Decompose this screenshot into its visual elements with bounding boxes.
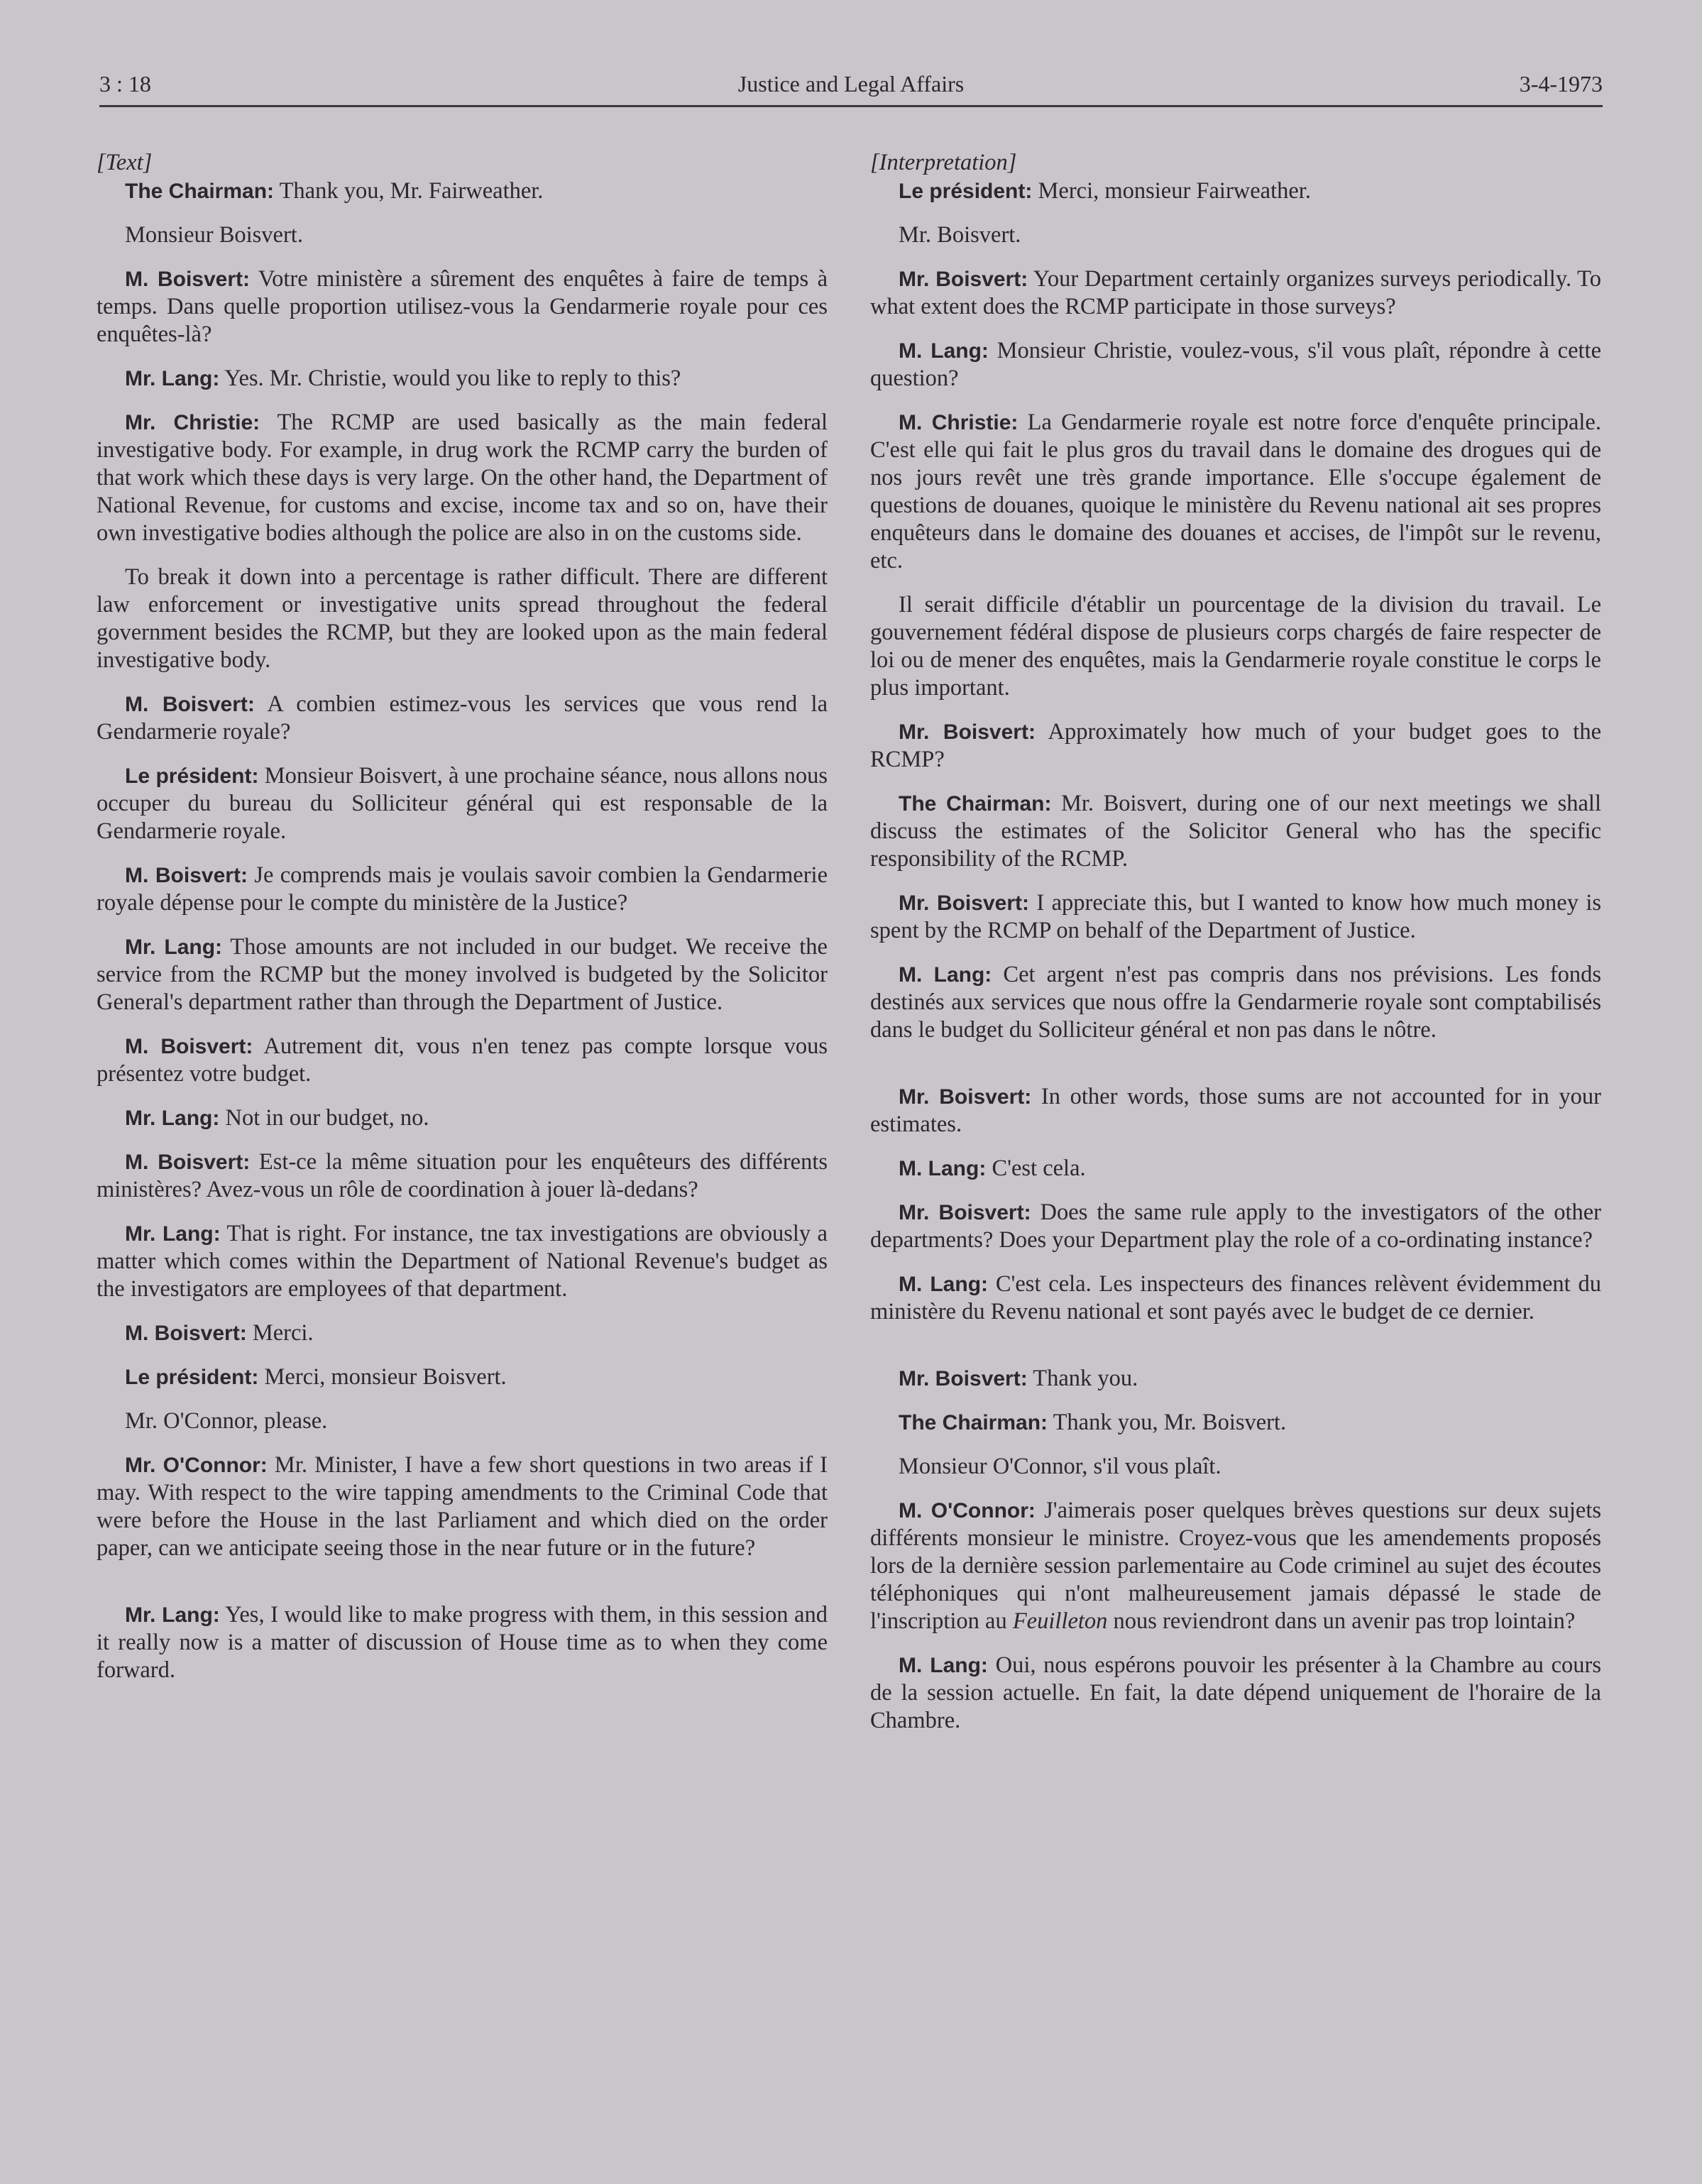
- transcript-paragraph: M. Lang: Oui, nous espérons pouvoir les présenter à la Chambre au cours de la session actuelle. En fait, la date dépend uniquement de l'horaire de la Chambre.: [870, 1652, 1601, 1733]
- sitting-date: 3-4-1973: [1519, 71, 1603, 97]
- transcript-paragraph: Mr. Lang: Yes, I would like to make progress with them, in this session and it really now is a matter of discussion of House time as to when they come forward.: [97, 1602, 828, 1683]
- speaker-name: M. Lang:: [899, 1273, 989, 1296]
- speaker-name: M. Lang:: [899, 1654, 988, 1677]
- transcript-paragraph: Mr. Boisvert: Thank you.: [899, 1366, 1138, 1391]
- transcript-paragraph: Mr. Lang: Not in our budget, no.: [125, 1105, 429, 1131]
- transcript-paragraph: Mr. Boisvert: Your Department certainly organizes surveys periodically. To what extent does the RCMP participate in those surveys?: [870, 266, 1601, 319]
- left-column: [97, 149, 828, 1701]
- transcript-paragraph: M. Boisvert: Votre ministère a sûrement des enquêtes à faire de temps à temps. Dans quelle proportion utilisez-vous la Gendarmerie royale pour ces enquêtes-là?: [97, 266, 828, 347]
- transcript-paragraph: The Chairman: Mr. Boisvert, during one of our next meetings we shall discuss the estimates of the Solicitor General who has the specific responsibility of the RCMP.: [870, 791, 1601, 872]
- speaker-name: M. Lang:: [899, 963, 992, 987]
- transcript-paragraph: M. Boisvert: Merci.: [125, 1320, 314, 1346]
- speaker-name: Mr. Christie:: [125, 411, 260, 434]
- text-label: [Text]: [97, 150, 153, 175]
- transcript-paragraph: Mr. O'Connor: Mr. Minister, I have a few short questions in two areas if I may. With respect to the wire tapping amendments to the Criminal Code that were before the House in the last Parliament and which died on the order paper, can we anticipate seeing those in the near future or in the future?: [97, 1452, 828, 1561]
- speaker-name: M. Lang:: [899, 1157, 987, 1180]
- paragraph-spacer: [870, 1060, 1601, 1083]
- speaker-name: Le président:: [899, 180, 1033, 203]
- running-title: Justice and Legal Affairs: [737, 71, 965, 97]
- transcript-paragraph: Monsieur Boisvert.: [125, 222, 303, 248]
- paragraph-spacer: [870, 1342, 1601, 1365]
- transcript-paragraph: Mr. Boisvert: I appreciate this, but I wanted to know how much money is spent by the RCMP on behalf of the Department of Justice.: [870, 890, 1602, 943]
- speaker-name: Mr. Lang:: [125, 367, 220, 390]
- transcript-paragraph: To break it down into a percentage is rather difficult. There are different law enforcement or investigative units spread throughout the federal government besides the RCMP, but they are looked upon as the main federal investigative body.: [97, 564, 828, 673]
- page-number: 3 : 18: [99, 71, 151, 97]
- transcript-paragraph: The Chairman: Thank you, Mr. Boisvert.: [899, 1410, 1287, 1435]
- speaker-name: Le président:: [125, 1366, 259, 1389]
- speaker-name: Mr. Lang:: [125, 1222, 221, 1246]
- speaker-name: Mr. Boisvert:: [899, 268, 1028, 291]
- speaker-name: M. Boisvert:: [125, 1322, 247, 1345]
- speaker-name: M. Boisvert:: [125, 1151, 251, 1174]
- transcript-paragraph: M. Boisvert: Est-ce la même situation pour les enquêteurs des différents ministères? Avez-vous un rôle de coordination à jouer là-dedans?: [97, 1149, 828, 1202]
- transcript-paragraph: M. Lang: Monsieur Christie, voulez-vous, s'il vous plaît, répondre à cette question?: [870, 338, 1601, 391]
- speaker-name: M. Boisvert:: [125, 693, 255, 716]
- transcript-paragraph: Mr. Boisvert.: [899, 222, 1021, 248]
- speaker-name: The Chairman:: [899, 1411, 1048, 1434]
- page-header: [99, 71, 1603, 107]
- speaker-name: Mr. Lang:: [125, 935, 223, 959]
- transcript-paragraph: Le président: Merci, monsieur Fairweather.: [899, 178, 1311, 204]
- transcript-paragraph: M. Boisvert: A combien estimez-vous les services que vous rend la Gendarmerie royale?: [97, 691, 828, 745]
- transcript-paragraph: M. O'Connor: J'aimerais poser quelques brèves questions sur deux sujets différents monsieur le ministre. Croyez-vous que les amendements proposés lors de la dernière session parlementaire au Code criminel au sujet des écoutes téléphoniques qui n'ont malheureusement jamais dépassé le stade de l'inscription au Feuilleton nous reviendront dans un avenir pas trop lointain?: [870, 1498, 1601, 1634]
- speaker-name: Le président:: [125, 764, 259, 788]
- transcript-paragraph: M. Boisvert: Autrement dit, vous n'en tenez pas compte lorsque vous présentez votre budget.: [97, 1033, 828, 1087]
- transcript-paragraph: The Chairman: Thank you, Mr. Fairweather.: [125, 178, 544, 204]
- speaker-name: M. Lang:: [899, 339, 989, 363]
- speaker-name: Mr. Boisvert:: [899, 891, 1029, 915]
- speaker-name: The Chairman:: [125, 180, 275, 203]
- transcript-paragraph: M. Lang: C'est cela.: [899, 1156, 1086, 1181]
- speaker-name: Mr. Lang:: [125, 1107, 220, 1130]
- transcript-paragraph: Mr. Boisvert: Approximately how much of your budget goes to the RCMP?: [870, 719, 1601, 772]
- transcript-paragraph: Mr. O'Connor, please.: [125, 1408, 328, 1434]
- speaker-name: M. O'Connor:: [899, 1499, 1036, 1522]
- transcript-paragraph: Le président: Merci, monsieur Boisvert.: [125, 1364, 507, 1390]
- transcript-paragraph: Mr. Christie: The RCMP are used basically as the main federal investigative body. For example, in drug work the RCMP carry the burden of that work which these days is very large. On the other hand, the Department of National Revenue, for customs and excise, income tax and so on, have their own investigative bodies although the police are also in on the customs side.: [97, 410, 828, 546]
- speaker-name: Mr. Lang:: [125, 1603, 220, 1627]
- transcript-paragraph: Il serait difficile d'établir un pourcentage de la division du travail. Le gouvernement fédéral dispose de plusieurs corps chargés de faire respecter de loi ou de mener des enquêtes, mais la Gendarmerie royale constitue le corps le plus important.: [870, 592, 1601, 701]
- transcript-paragraph: Le président: Monsieur Boisvert, à une prochaine séance, nous allons nous occuper du bureau du Solliciteur général qui est responsable de la Gendarmerie royale.: [97, 763, 828, 844]
- speaker-name: Mr. Boisvert:: [899, 1367, 1028, 1390]
- transcript-paragraph: Mr. Boisvert: In other words, those sums are not accounted for in your estimates.: [870, 1084, 1601, 1137]
- speaker-name: Mr. Boisvert:: [899, 720, 1036, 744]
- transcript-paragraph: M. Christie: La Gendarmerie royale est notre force d'enquête principale. C'est elle qui fait le plus gros du travail dans le domaine des drogues qui de nos jours revêt une très grande importance. Elle s'occupe également de questions de douanes, quoique le ministère du Revenu national ait ses propres enquêteurs dans le domaine des douanes et accises, de l'impôt sur le revenu, etc.: [870, 410, 1601, 574]
- speaker-name: M. Christie:: [899, 411, 1019, 434]
- speaker-name: The Chairman:: [899, 792, 1052, 816]
- transcript-paragraph: Mr. Boisvert: Does the same rule apply to the investigators of the other departments? Does your Department play the role of a co-ordinating instance?: [870, 1200, 1601, 1253]
- paragraph-spacer: [97, 1579, 828, 1601]
- transcript-paragraph: Monsieur O'Connor, s'il vous plaît.: [899, 1454, 1221, 1479]
- interpretation-label: [Interpretation]: [870, 150, 1017, 175]
- transcript-paragraph: M. Boisvert: Je comprends mais je voulais savoir combien la Gendarmerie royale dépense pour le compte du ministère de la Justice?: [97, 862, 828, 916]
- right-column: [870, 149, 1601, 1751]
- transcript-paragraph: Mr. Lang: Those amounts are not included in our budget. We receive the service from the RCMP but the money involved is budgeted by the Solicitor General's department rather than through the Department of Justice.: [97, 934, 828, 1015]
- transcript-paragraph: Mr. Lang: Yes. Mr. Christie, would you like to reply to this?: [125, 366, 681, 391]
- speaker-name: M. Boisvert:: [125, 1035, 253, 1058]
- transcript-paragraph: Mr. Lang: That is right. For instance, tne tax investigations are obviously a matter which comes within the Department of National Revenue's budget as the investigators are employees of that department.: [97, 1221, 828, 1302]
- transcript-paragraph: M. Lang: Cet argent n'est pas compris dans nos prévisions. Les fonds destinés aux services que nous offre la Gendarmerie royale sont comptabilisés dans le budget du Solliciteur général et non pas dans le nôtre.: [870, 962, 1602, 1043]
- speaker-name: M. Boisvert:: [125, 864, 248, 887]
- speaker-name: M. Boisvert:: [125, 268, 250, 291]
- speaker-name: Mr. Boisvert:: [899, 1085, 1032, 1109]
- speaker-name: Mr. Boisvert:: [899, 1201, 1031, 1224]
- transcript-paragraph: M. Lang: C'est cela. Les inspecteurs des finances relèvent évidemment du ministère du Revenu national et sont payés avec le budget de ce dernier.: [870, 1271, 1602, 1324]
- speaker-name: Mr. O'Connor:: [125, 1454, 268, 1477]
